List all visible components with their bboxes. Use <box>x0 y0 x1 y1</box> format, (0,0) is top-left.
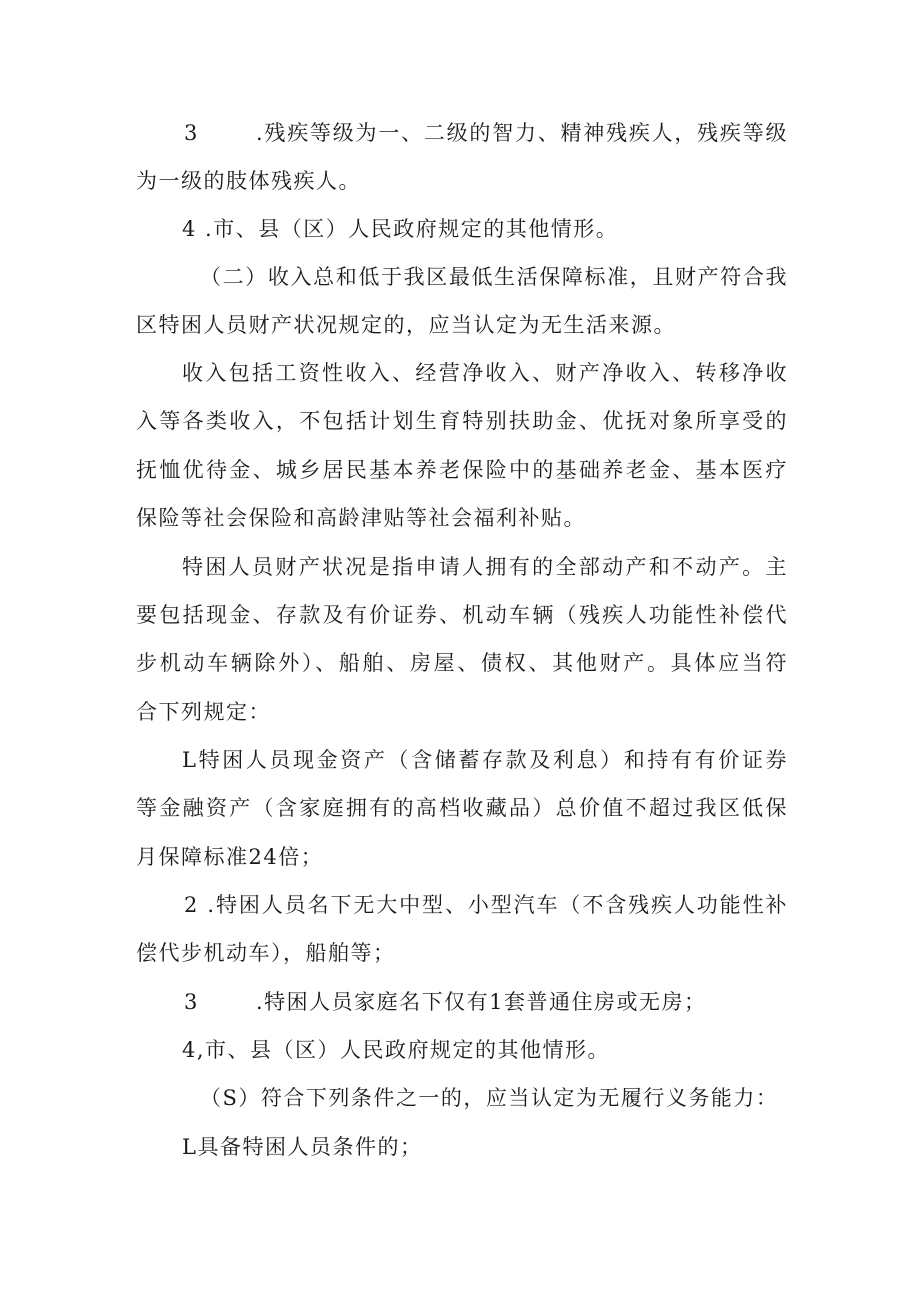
text-line: （S）符合下列条件之一的，应当认定为无履行义务能力： <box>200 1086 779 1110</box>
text-line: 入等各类收入，不包括计划生育特别扶助金、优抚对象所享受的 <box>136 409 788 433</box>
text-line: L特困人员现金资产（含储蓄存款及利息）和持有有价证券 <box>182 748 788 772</box>
text-line: 抚恤优待金、城乡居民基本养老保险中的基础养老金、基本医疗 <box>136 458 788 482</box>
text-line: 步机动车辆除外）、船舶、房屋、债权、其他财产。具体应当符 <box>136 651 788 675</box>
text-line: 保险等社会保险和高龄津贴等社会福利补贴。 <box>136 506 586 530</box>
text-line: （二）收入总和低于我区最低生活保障标准，且财产符合我 <box>200 265 788 289</box>
text-line: 要包括现金、存款及有价证券、机动车辆（残疾人功能性补偿代 <box>136 603 788 627</box>
text-line: 合下列规定： <box>136 700 271 724</box>
text-line: L具备特困人员条件的； <box>182 1135 423 1159</box>
text-line <box>184 987 744 1017</box>
text-line: 收入包括工资性收入、经营净收入、财产净收入、转移净收 <box>182 361 788 385</box>
text-line: 4,市、县（区）人民政府规定的其他情形。 <box>182 1038 611 1062</box>
text-line: 区特困人员财产状况规定的，应当认定为无生活来源。 <box>136 313 676 337</box>
text-line: 等金融资产（含家庭拥有的高档收藏品）总价值不超过我区低保 <box>136 796 788 820</box>
text-line: 偿代步机动车），船舶等； <box>136 941 396 965</box>
line-text: .特困人员家庭名下仅有1套普通住房或无房； <box>256 990 707 1014</box>
item-number: 3 <box>184 121 199 145</box>
text-line: 为一级的肢体残疾人。 <box>136 169 361 193</box>
item-number: 3 <box>184 990 199 1014</box>
text-line: 2 .特困人员名下无大中型、小型汽车（不含残疾人功能性补 <box>184 893 788 917</box>
text-line: 月保障标准24倍； <box>136 845 324 869</box>
line-text: .残疾等级为一、二级的智力、精神残疾人，残疾等级 <box>256 121 788 145</box>
text-line: 特困人员财产状况是指申请人拥有的全部动产和不动产。主 <box>182 555 788 579</box>
text-line <box>184 118 788 148</box>
text-line: 4 .市、县（区）人民政府规定的其他情形。 <box>182 217 619 241</box>
